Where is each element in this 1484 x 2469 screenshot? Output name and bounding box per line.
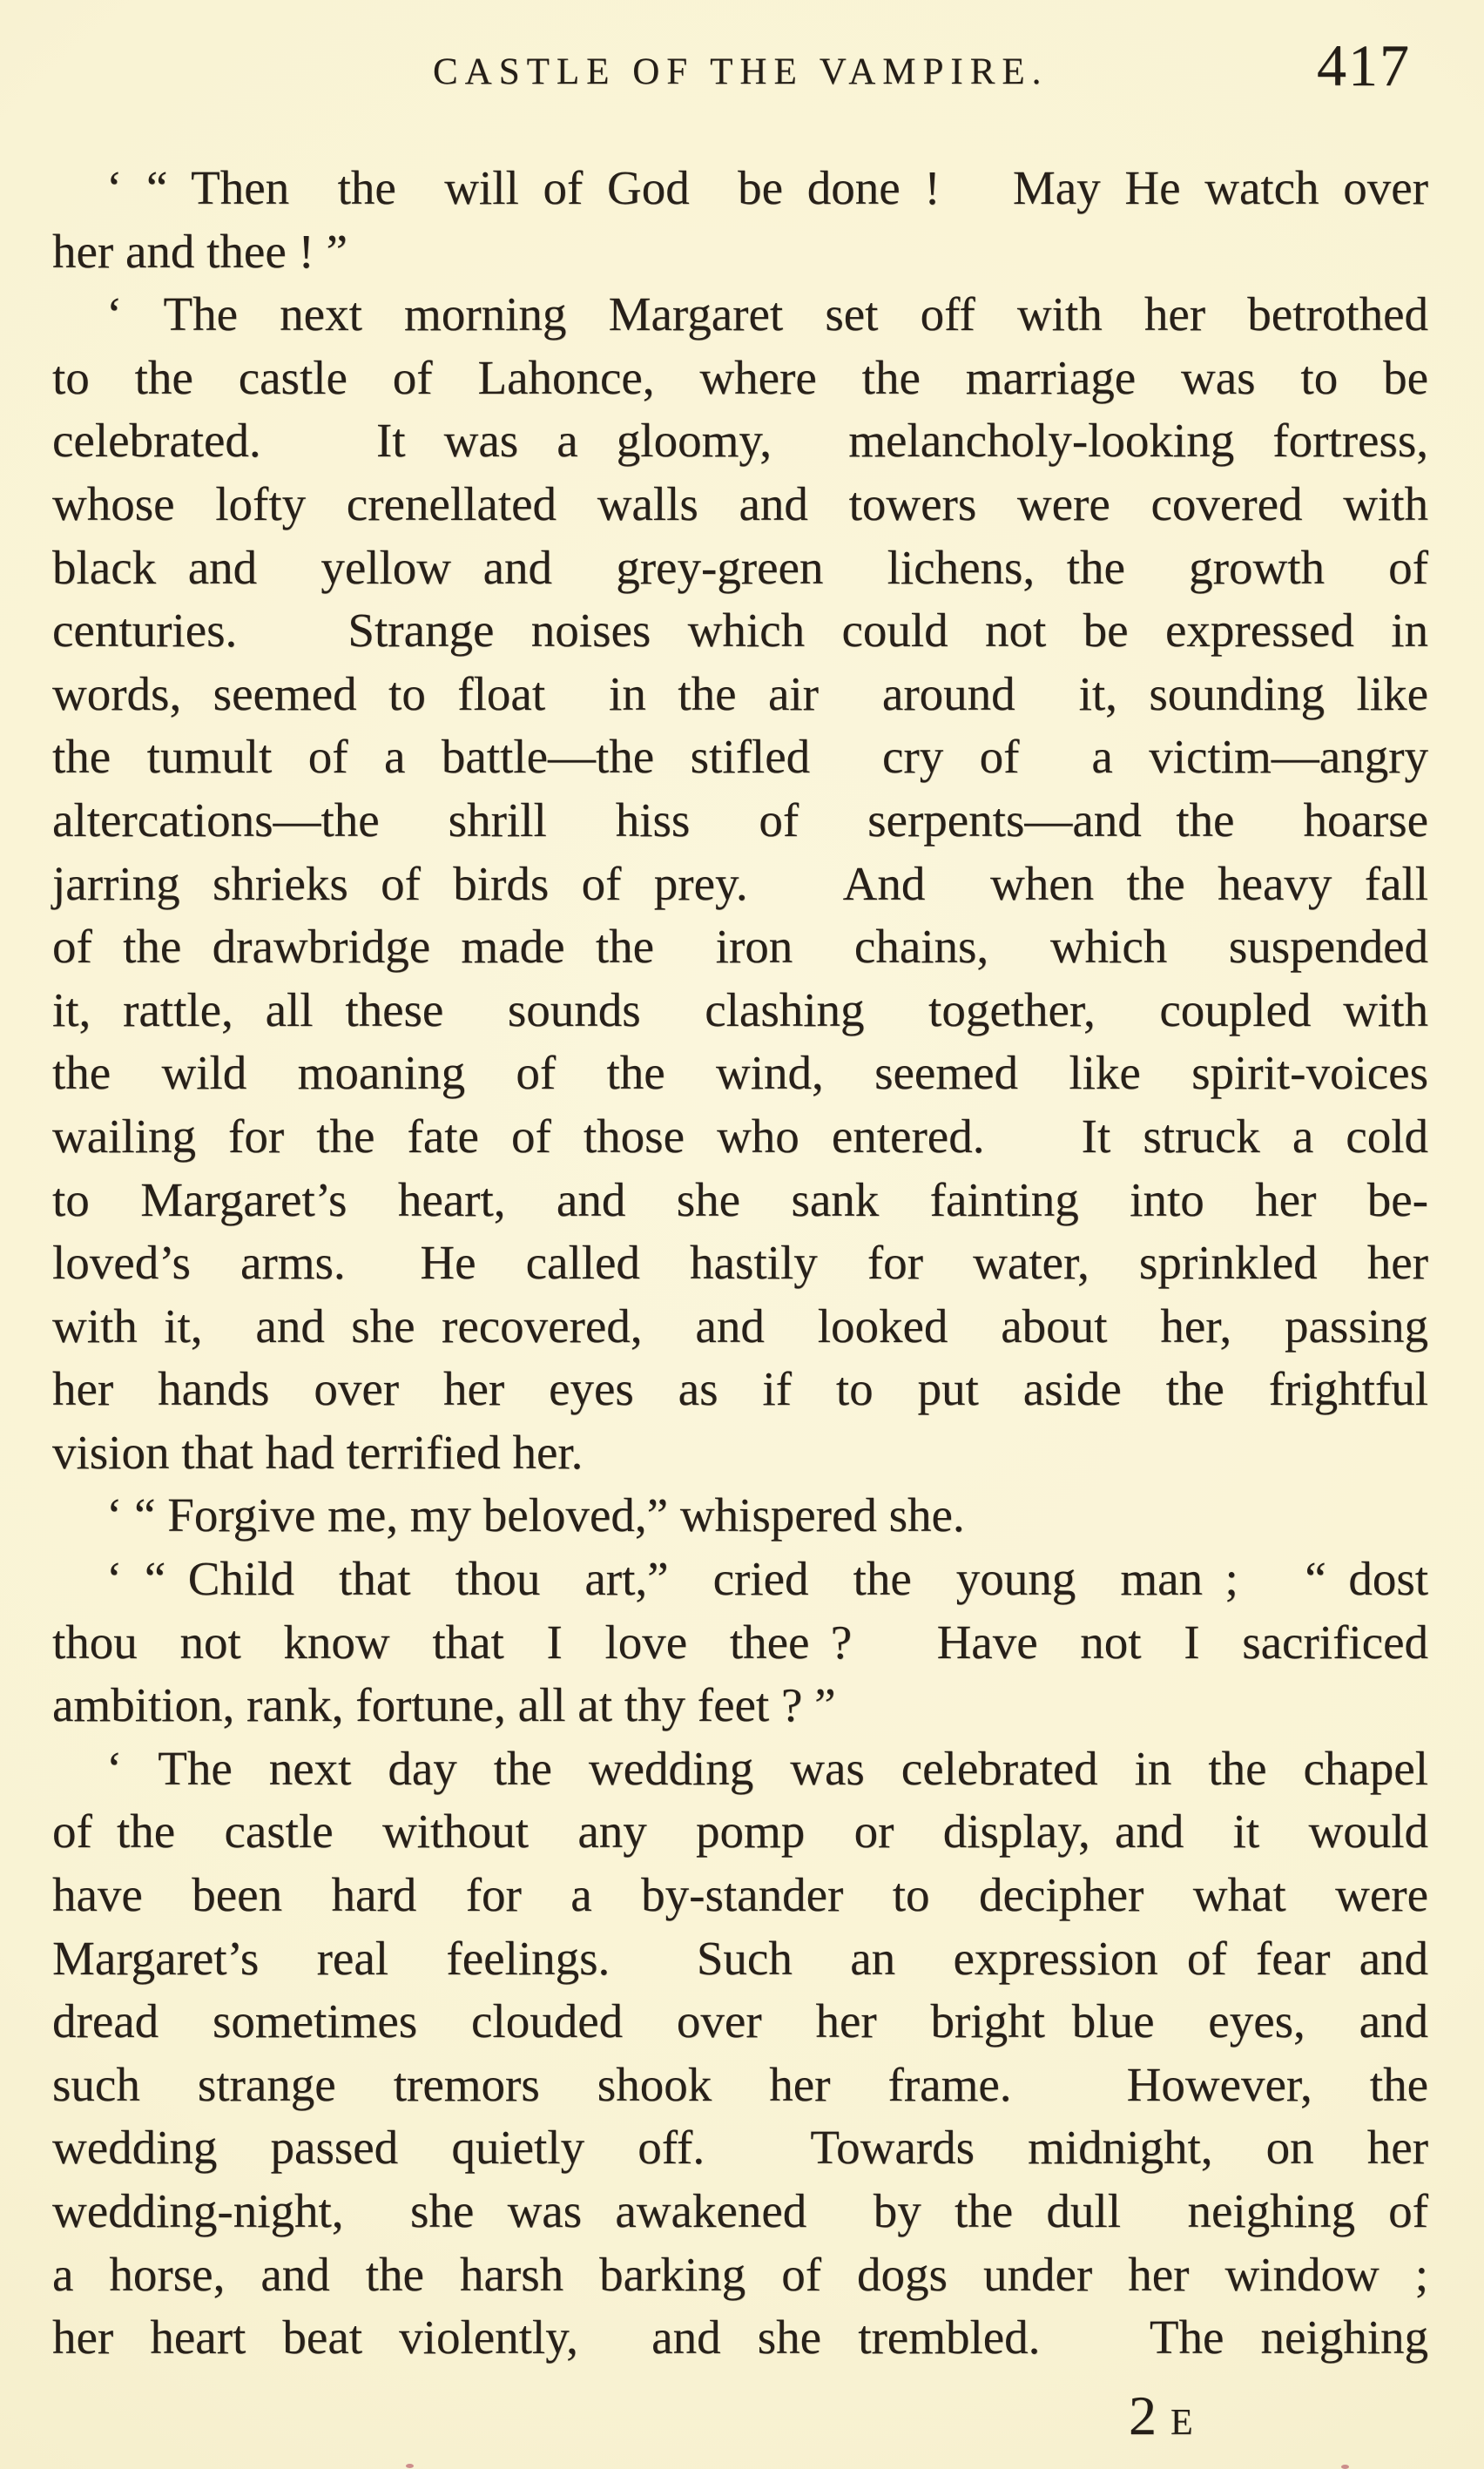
paragraph <box>52 1484 1428 1548</box>
text-line: such strange tremors shook her frame. However, the <box>52 2057 1428 2111</box>
text-line: it, rattle, all these sounds clashing together, coupled with <box>52 982 1428 1036</box>
text-line: ‘ The next day the wedding was celebrated in the chapel <box>106 1741 1428 1795</box>
text-line: Margaret’s real feelings. Such an expression of fear and <box>52 1931 1428 1985</box>
page-text <box>52 157 1428 2370</box>
paragraph <box>52 1737 1428 2370</box>
running-head-title: CASTLE OF THE VAMPIRE. <box>433 51 1049 92</box>
printer-signature-mark <box>1129 2385 1194 2446</box>
text-line: ‘ “ Child that thou art,” cried the young man ; “ dost <box>106 1552 1428 1606</box>
text-line: the wild moaning of the wind, seemed like spirit-voices <box>52 1046 1428 1100</box>
text-line: a horse, and the harsh barking of dogs under her window ; <box>52 2247 1428 2301</box>
text-line: celebrated. It was a gloomy, melancholy-looking fortress, <box>52 414 1428 468</box>
paragraph <box>52 1548 1428 1737</box>
text-line: to Margaret’s heart, and she sank fainting into her be- <box>52 1172 1428 1226</box>
text-line: of the castle without any pomp or display, and it would <box>52 1805 1428 1858</box>
text-line: to the castle of Lahonce, where the marriage was to be <box>52 350 1428 404</box>
text-line: ‘ The next morning Margaret set off with her betrothed <box>106 287 1428 341</box>
signature-letter: E <box>1170 2403 1194 2443</box>
text-line: her hands over her eyes as if to put aside the frightful <box>52 1362 1428 1416</box>
text-line: whose lofty crenellated walls and towers were covered with <box>52 476 1428 530</box>
text-line: black and yellow and grey-green lichens, the growth of <box>52 540 1428 594</box>
text-line: her heart beat violently, and she trembled. The neighing <box>52 2310 1428 2364</box>
text-line: wedding passed quietly off. Towards midnight, on her <box>52 2121 1428 2175</box>
text-line: jarring shrieks of birds of prey. And when the heavy fall <box>52 856 1428 910</box>
text-line: of the drawbridge made the iron chains, which suspended <box>52 920 1428 974</box>
text-line: ‘ “ Forgive me, my beloved,” whispered she. <box>106 1488 965 1542</box>
text-line: ‘ “ Then the will of God be done ! May He watch over <box>106 161 1428 214</box>
text-line: loved’s arms. He called hastily for water, sprinkled her <box>52 1236 1428 1290</box>
text-line: have been hard for a by-stander to decipher what were <box>52 1868 1428 1922</box>
paragraph <box>52 157 1428 283</box>
text-line: words, seemed to float in the air around it, sounding like <box>52 666 1428 720</box>
text-line: wedding-night, she was awakened by the dull neighing of <box>52 2184 1428 2237</box>
text-line: wailing for the fate of those who entered. It struck a cold <box>52 1109 1428 1163</box>
text-line: ambition, rank, fortune, all at thy feet ? ” <box>52 1678 836 1732</box>
text-line: with it, and she recovered, and looked about her, passing <box>52 1299 1428 1353</box>
text-line: altercations—the shrill hiss of serpents—and the hoarse <box>52 793 1428 847</box>
text-line: centuries. Strange noises which could not be expressed in <box>52 604 1428 658</box>
text-line: her and thee ! ” <box>52 224 347 278</box>
signature-number: 2 <box>1129 2385 1170 2446</box>
scan-speck <box>406 2464 414 2468</box>
scan-speck <box>1341 2465 1349 2469</box>
text-line: the tumult of a battle—the stifled cry of a victim—angry <box>52 730 1428 784</box>
paragraph <box>52 283 1428 1484</box>
text-line: dread sometimes clouded over her bright blue eyes, and <box>52 1994 1428 2048</box>
text-line: thou not know that I love thee ? Have not I sacrificed <box>52 1615 1428 1669</box>
text-line: vision that had terrified her. <box>52 1425 583 1479</box>
page-number: 417 <box>1317 32 1411 98</box>
